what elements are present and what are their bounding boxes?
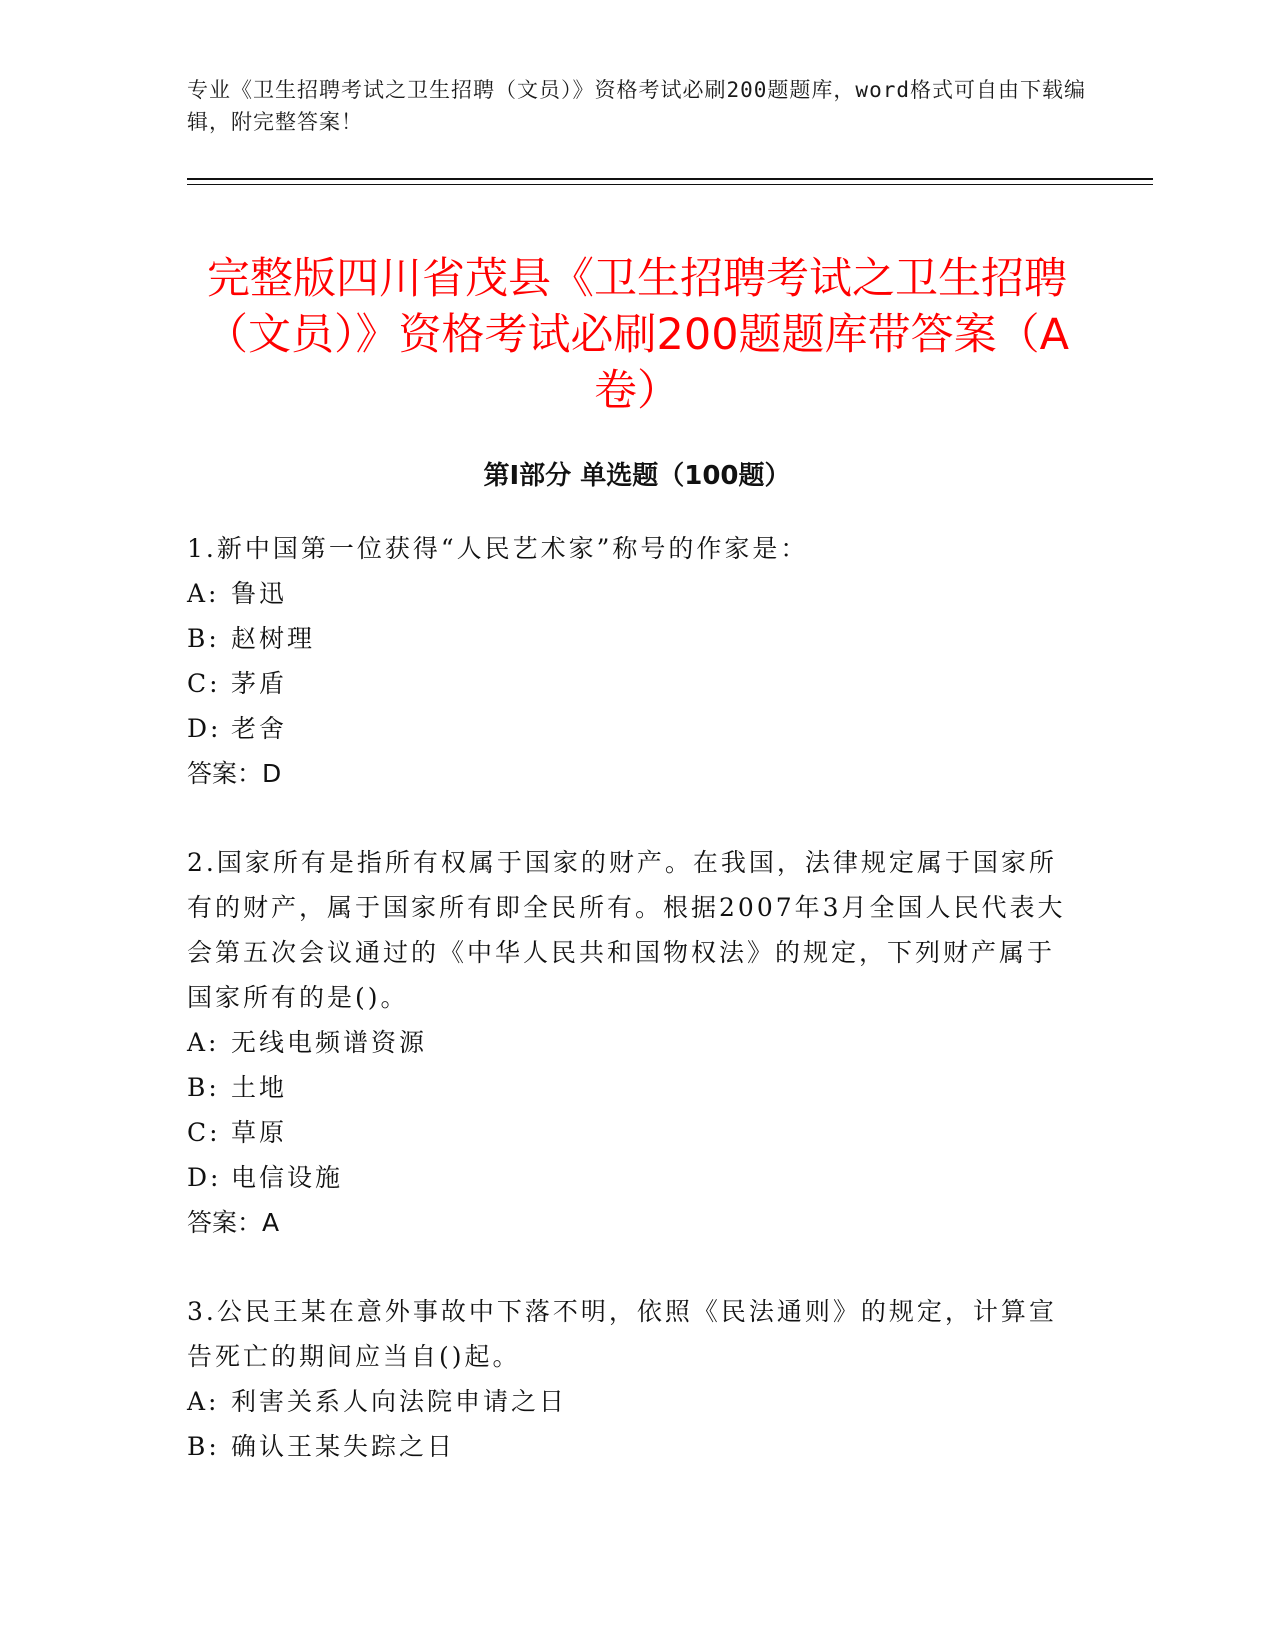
option-key: C:	[187, 669, 221, 698]
option-text: 电信设施	[231, 1163, 344, 1192]
option-text: 无线电频谱资源	[231, 1028, 428, 1057]
option-key: B:	[187, 1432, 220, 1461]
header-rule-thin	[187, 184, 1153, 185]
option-key: D:	[187, 714, 222, 743]
option-key: B:	[187, 1073, 220, 1102]
option-a	[187, 1020, 1067, 1065]
question-stem: 3.公民王某在意外事故中下落不明，依照《民法通则》的规定，计算宣告死亡的期间应当自()起。	[187, 1297, 1057, 1371]
question-stem: 1.新中国第一位获得“人民艺术家”称号的作家是：	[187, 534, 809, 563]
option-text: 土地	[231, 1073, 288, 1102]
answer: 答案：D	[187, 759, 282, 788]
question-stem: 2.国家所有是指所有权属于国家的财产。在我国，法律规定属于国家所有的财产，属于国家所有即全民所有。根据2007年3月全国人民代表大会第五次会议通过的《中华人民共和国物权法》的规定，下列财产属于国家所有的是()。	[187, 848, 1066, 1012]
option-b	[187, 616, 1067, 661]
option-key: A:	[187, 579, 220, 608]
option-text: 老舍	[231, 714, 288, 743]
option-key: C:	[187, 1118, 221, 1147]
option-d	[187, 1155, 1067, 1200]
option-c	[187, 661, 1067, 706]
option-b	[187, 1424, 1067, 1469]
option-key: D:	[187, 1163, 222, 1192]
option-text: 利害关系人向法院申请之日	[231, 1387, 568, 1416]
document-title: 完整版四川省茂县《卫生招聘考试之卫生招聘（文员）》资格考试必刷200题题库带答案（A卷）	[205, 253, 1069, 416]
header-note: 专业《卫生招聘考试之卫生招聘（文员）》资格考试必刷200题题库，word格式可自由下载编辑，附完整答案！	[187, 78, 1086, 134]
option-key: B:	[187, 624, 220, 653]
option-key: A:	[187, 1387, 220, 1416]
question-3	[187, 1289, 1067, 1469]
option-text: 草原	[231, 1118, 288, 1147]
question-2	[187, 840, 1067, 1245]
option-d	[187, 706, 1067, 751]
option-a	[187, 571, 1067, 616]
question-1	[187, 526, 1067, 796]
option-a	[187, 1379, 1067, 1424]
option-b	[187, 1065, 1067, 1110]
option-key: A:	[187, 1028, 220, 1057]
option-text: 鲁迅	[231, 579, 288, 608]
option-c	[187, 1110, 1067, 1155]
header-rule-thick	[187, 178, 1153, 180]
option-text: 茅盾	[231, 669, 288, 698]
answer: 答案：A	[187, 1208, 280, 1237]
section-title: 第I部分 单选题（100题）	[483, 460, 791, 491]
option-text: 赵树理	[231, 624, 316, 653]
question-list	[187, 526, 1067, 1513]
option-text: 确认王某失踪之日	[231, 1432, 456, 1461]
